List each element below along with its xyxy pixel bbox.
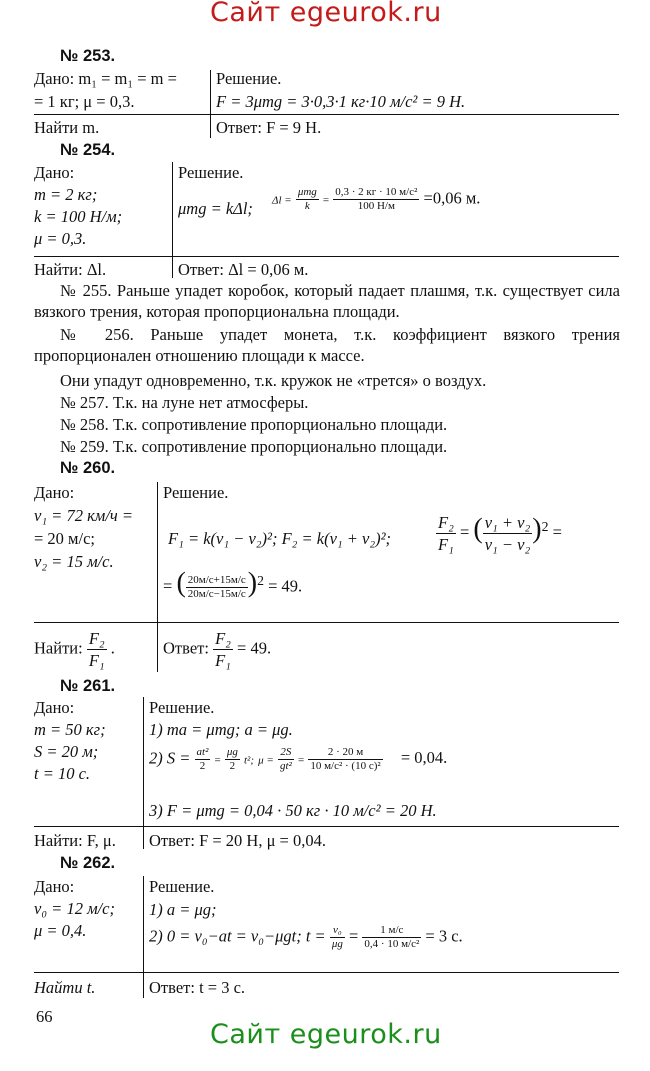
problem-262-given-0: Дано: [34, 877, 75, 896]
problem-261-line-2: 2) S = $\frac{\text{at²}}{2}$ = $\frac{\mu g}{2}$ t²; μ = $\frac{2S}{\text{gt²}}$ = $\frac{2 \cdot 20 м}{\text{10 м/с² · (10 с)²}}$ = 0,04. [149, 746, 448, 772]
problem-254-eq2-frac2 [333, 186, 419, 213]
problem-261-l2-frac-a [195, 746, 211, 773]
problem-260-ratio-rhs [483, 512, 533, 555]
problem-260-answer [163, 628, 271, 671]
problem-254-eq2 [272, 186, 480, 213]
frac-numerator: 1 м/с [362, 924, 421, 938]
problem-261-line-3: 3) F = μmg = 0,04 · 50 кг · 10 м/с² = 20 Н. [149, 801, 437, 820]
problem-259-text: № 259. Т.к. сопротивление пропорционально площади. [60, 437, 448, 456]
problem-253-find: Найти m. [34, 118, 100, 137]
problem-260-find-frac [87, 628, 107, 671]
page-number: 66 [36, 1007, 53, 1026]
frac-denominator: v₁ − v₂ [484, 535, 531, 554]
problem-260-given-0: Дано: [34, 483, 75, 502]
problem-253-number: № 253. [60, 47, 116, 65]
problem-260-find-label: Найти: [34, 638, 83, 658]
frac-denominator: gt² [279, 760, 292, 772]
problem-254-given-0: Дано: [34, 163, 75, 182]
problem-260-eq2: = ( $\frac{20м/с+15м/с}{20м/с-15м/с}$ )$^2$ = 49. [163, 567, 303, 601]
problem-260-ratio-frac [436, 512, 456, 555]
problem-260-solution-title: Решение. [163, 483, 229, 502]
problem-260-given-2: = 20 м/с; [34, 529, 95, 548]
frac-numerator: μmg [297, 186, 317, 198]
problem-260-given-1: v₁ = 72 км/ч = [34, 506, 134, 525]
frac-denominator: 2 [199, 760, 206, 772]
frac-numerator: 2 · 20 м [308, 746, 382, 760]
frac-denominator: 2 [229, 760, 236, 772]
problem-253-rule [34, 114, 619, 115]
problem-254-find: Найти: Δl. [34, 260, 107, 279]
problem-254-eq2-frac [296, 186, 319, 213]
problem-253-given-1: Дано: m₁ = m₁ = m = [34, 69, 177, 88]
frac-numerator: F₂ [88, 629, 105, 648]
frac-numerator: at² [196, 746, 209, 758]
site-watermark-top: Сайт egeurok.ru [210, 0, 442, 28]
problem-262-given-1: v₀ = 12 м/с; [34, 899, 116, 918]
problem-261-number: № 261. [60, 677, 116, 695]
problem-260-answer-label: Ответ: [163, 638, 209, 658]
problem-254-rule [34, 256, 619, 257]
problem-254-number: № 254. [60, 141, 116, 159]
frac-denominator: 10 м/с² · (10 с)² [310, 760, 381, 772]
frac-denominator: k [304, 200, 310, 212]
frac-numerator: 2S [278, 746, 294, 760]
problem-262-l2-start: 2) 0 = v₀−at = v₀−μgt; t = [149, 926, 326, 946]
problem-257-text: № 257. Т.к. на луне нет атмосферы. [60, 393, 309, 412]
problem-261-line-1: 1) ma = μmg; a = μg. [149, 720, 293, 739]
frac-denominator: 100 Н/м [357, 200, 395, 212]
problem-260-answer-frac [213, 628, 233, 671]
problem-254-eq2-lhs: Δl = [272, 194, 292, 207]
problem-254-answer: Ответ: Δl = 0,06 м. [178, 260, 309, 279]
frac-numerator: v₀ [330, 924, 345, 938]
problem-261-l2-frac-c [278, 746, 294, 773]
problem-256-note: Они упадут одновременно, т.к. кружок не «трется» о воздух. [60, 371, 487, 390]
problem-254-given-1: m = 2 кг; [34, 185, 98, 204]
frac-denominator: 0,4 · 10 м/с² [364, 938, 420, 950]
problem-261-given-3: t = 10 с. [34, 764, 91, 783]
problem-262-l2-result: = 3 с. [425, 926, 463, 946]
problem-262-find: Найти t. [34, 978, 96, 997]
frac-numerator: 20м/с+15м/с [187, 574, 246, 587]
frac-numerator: v₁ + v₂ [484, 513, 531, 532]
frac-numerator: F₂ [215, 629, 231, 648]
problem-254-solution-title: Решение. [178, 163, 244, 182]
problem-254-given-3: μ = 0,3. [34, 229, 87, 248]
problem-261-answer: Ответ: F = 20 Н, μ = 0,04. [149, 831, 326, 850]
frac-denominator: F₁ [88, 651, 105, 670]
problem-262-answer: Ответ: t = 3 с. [149, 978, 246, 997]
frac-denominator: μg [331, 938, 343, 950]
problem-260-given-3: v₂ = 15 м/с. [34, 552, 114, 571]
problem-261-l2-start: 2) S = [149, 748, 191, 768]
problem-254-given-2: k = 100 Н/м; [34, 207, 123, 226]
problem-262-l2-frac-b [362, 924, 421, 951]
problem-261-find: Найти: F, μ. [34, 831, 116, 850]
problem-260-ratio: $\frac{\text{F₂}}{\text{F₁}}$ = ( $\frac{\text{v₁ + v₂}}{\text{v₁ − v₂}}$ )$^2$ = [438, 513, 562, 554]
problem-261-l2-mu: μ = [258, 754, 274, 767]
problem-261-given-2: S = 20 м; [34, 742, 99, 761]
site-watermark-bottom: Сайт egeurok.ru [210, 1019, 442, 1050]
frac-denominator: F₁ [438, 535, 454, 554]
problem-261-l2-result: = 0,04. [400, 748, 448, 768]
problem-262-line-1: 1) a = μg; [149, 900, 217, 919]
problem-258-text: № 258. Т.к. сопротивление пропорционально площади. [60, 415, 448, 434]
problem-262-line-2: 2) 0 = v₀−at = v₀−μgt; t = $\frac{\text{v₀}}{\mu g}$ = $\frac{1 м/с}{\text{0,4 · 10 м/с²}}$ = 3 с. [149, 924, 463, 950]
problem-261-given-0: Дано: [34, 698, 75, 717]
problem-256-text: № 256. Раньше упадет монета, т.к. коэффициент вязкого трения пропорционален отношению площади к массе. [34, 325, 620, 365]
problem-262-rule [34, 972, 619, 973]
problem-260-answer-result: = 49. [237, 638, 272, 658]
problem-260-eq1: F₁ = k(v₁ − v₂)²; F₂ = k(v₁ + v₂)²; [168, 529, 392, 548]
problem-260-find: Найти: $\frac{\text{F₂}}{\text{F₁}}$ . [34, 629, 115, 670]
problem-253-answer: Ответ: F = 9 Н. [216, 118, 322, 137]
problem-260-divider [157, 482, 158, 672]
problem-255-text: № 255. Раньше упадет коробок, который падает плашмя, т.к. существует сила вязкого трения, которая пропорциональна площади. [34, 281, 620, 321]
frac-denominator: F₁ [215, 651, 231, 670]
problem-261-l2-frac-d [308, 746, 382, 773]
problem-262-number: № 262. [60, 854, 116, 872]
problem-260-number: № 260. [60, 459, 116, 477]
problem-261-l2-t2: t²; [244, 754, 255, 767]
frac-numerator: 0,3 · 2 кг · 10 м/с² [335, 186, 418, 198]
problem-261-rule [34, 826, 619, 827]
problem-262-divider [143, 876, 144, 998]
problem-260-rule [34, 622, 619, 623]
frac-denominator: 20м/с−15м/с [187, 588, 246, 601]
problem-253-given-2: = 1 кг; μ = 0,3. [34, 92, 135, 111]
problem-262-given-2: μ = 0,4. [34, 921, 87, 940]
problem-254-eq2-equals: = [322, 194, 330, 207]
problem-261-solution-title: Решение. [149, 698, 215, 717]
problem-253-solution-title: Решение. [216, 69, 282, 88]
frac-numerator: F₂ [438, 513, 454, 532]
problem-253-solution: F = 3μmg = 3·0,3·1 кг·10 м/с² = 9 Н. [216, 92, 466, 111]
problem-253-divider [210, 70, 211, 138]
problem-254-eq2-result: =0,06 м. [423, 188, 481, 208]
problem-260-eq2-frac [186, 574, 248, 601]
problem-254-eq1: μmg = kΔl; [178, 199, 253, 218]
problem-260-eq2-result: = 49. [268, 576, 303, 596]
problem-262-solution-title: Решение. [149, 877, 215, 896]
problem-261-l2-frac-b [225, 746, 240, 773]
problem-254-divider [172, 162, 173, 278]
problem-262-l2-frac-a [330, 924, 345, 951]
frac-numerator: μg [226, 746, 238, 758]
problem-261-given-1: m = 50 кг; [34, 720, 106, 739]
